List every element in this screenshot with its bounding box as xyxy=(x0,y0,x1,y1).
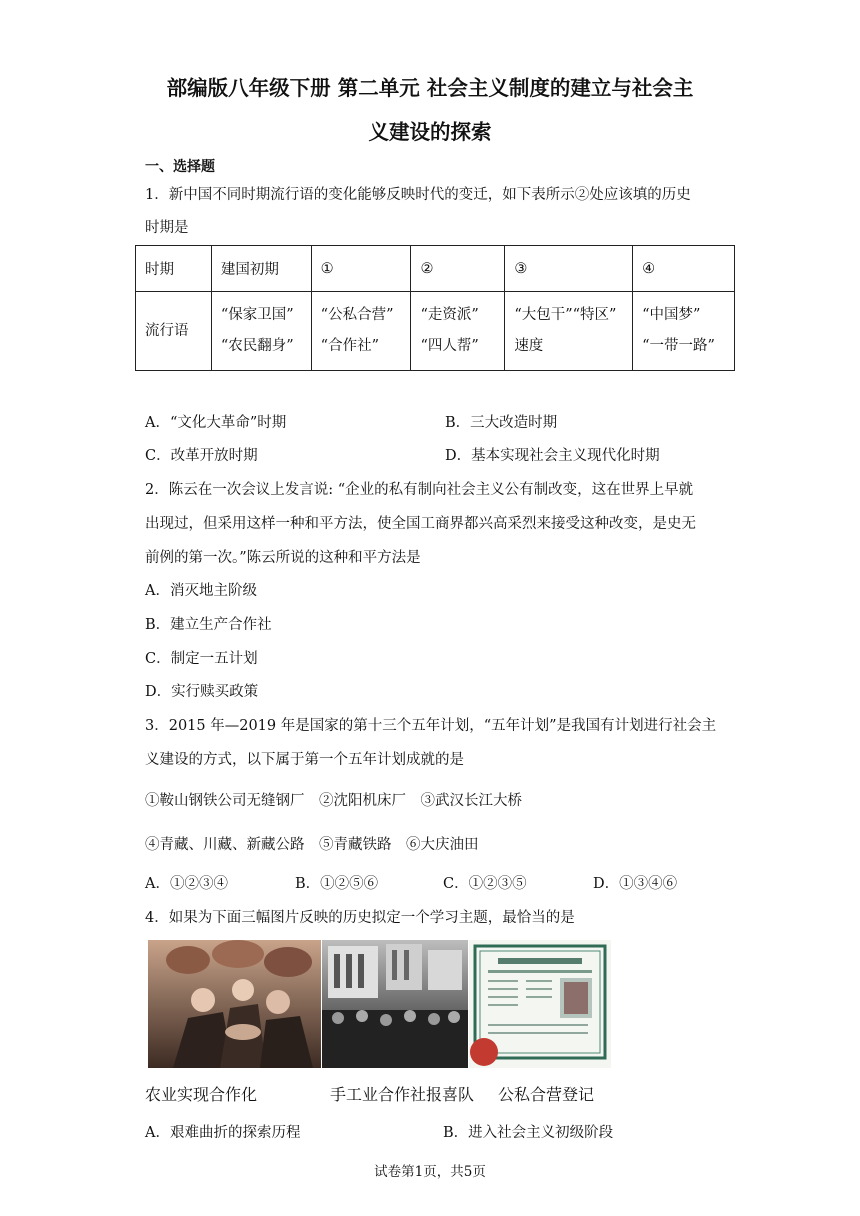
q1-option-b: B．三大改造时期 xyxy=(445,415,558,431)
q3-items-line1: ①鞍山钢铁公司无缝钢厂 ②沈阳机床厂 ③武汉长江大桥 xyxy=(145,793,522,809)
page-title-line1: 部编版八年级下册 第二单元 社会主义制度的建立与社会主 xyxy=(166,76,694,100)
q2-stem-line1: 2．陈云在一次会议上发言说: “企业的私有制向社会主义公有制改变，这在世界上早就 xyxy=(145,482,694,498)
table-cell: “大包干”“特区” 速度 xyxy=(505,292,633,371)
table-cell: “走资派” “四人帮” xyxy=(411,292,505,371)
caption-agriculture: 农业实现合作化 xyxy=(145,1085,258,1104)
caption-registration: 公私合营登记 xyxy=(498,1085,595,1104)
table-cell: 建国初期 xyxy=(211,246,311,292)
q2-option-c: C．制定一五计划 xyxy=(145,651,258,667)
q3-option-a: A．①②③④ xyxy=(145,876,228,892)
q2-stem-line3: 前例的第一次。”陈云所说的这种和平方法是 xyxy=(145,550,421,566)
section-heading: 一、选择题 xyxy=(145,159,215,175)
q3-option-b: B．①②⑤⑥ xyxy=(295,876,379,892)
table-header-row xyxy=(136,246,735,292)
table-cell: ② xyxy=(411,246,505,292)
caption-handicraft: 手工业合作社报喜队 xyxy=(330,1085,475,1104)
q1-stem-line2: 时期是 xyxy=(145,220,189,236)
table-cell: ③ xyxy=(505,246,633,292)
q2-option-a: A．消灭地主阶级 xyxy=(145,583,257,599)
page-footer: 试卷第1页，共5页 xyxy=(374,1164,486,1180)
q4-photo-strip xyxy=(148,940,611,1068)
q4-stem: 4．如果为下面三幅图片反映的历史拟定一个学习主题，最恰当的是 xyxy=(145,910,575,926)
q3-items-line2: ④青藏、川藏、新藏公路 ⑤青藏铁路 ⑥大庆油田 xyxy=(145,837,479,853)
q1-option-a: A．“文化大革命”时期 xyxy=(145,415,287,431)
table-cell: ④ xyxy=(633,246,735,292)
q3-option-c: C．①②③⑤ xyxy=(443,876,527,892)
q4-option-a: A．艰难曲折的探索历程 xyxy=(145,1125,301,1141)
q1-table xyxy=(135,245,735,371)
table-cell: “公私合营” “合作社” xyxy=(311,292,411,371)
q2-option-b: B．建立生产合作社 xyxy=(145,617,272,633)
page-title-line2: 义建设的探索 xyxy=(368,120,492,144)
q1-stem-line1: 1．新中国不同时期流行语的变化能够反映时代的变迁，如下表所示②处应该填的历史 xyxy=(145,187,691,203)
q3-option-d: D．①③④⑥ xyxy=(593,876,678,892)
table-cell: 流行语 xyxy=(136,292,212,371)
table-cell: 时期 xyxy=(136,246,212,292)
registration-certificate-photo xyxy=(469,940,611,1068)
q1-option-c: C．改革开放时期 xyxy=(145,448,258,464)
table-row xyxy=(136,292,735,371)
table-cell: “中国梦” “一带一路” xyxy=(633,292,735,371)
handicraft-parade-photo xyxy=(322,940,468,1068)
q2-option-d: D．实行赎买政策 xyxy=(145,684,259,700)
q3-stem-line2: 义建设的方式，以下属于第一个五年计划成就的是 xyxy=(145,752,464,768)
q3-stem-line1: 3．2015 年—2019 年是国家的第十三个五年计划，“五年计划”是我国有计划进行社会主 xyxy=(145,718,717,734)
q4-option-b: B．进入社会主义初级阶段 xyxy=(443,1125,614,1141)
q2-stem-line2: 出现过，但采用这样一种和平方法，使全国工商界都兴高采烈来接受这种改变，是史无 xyxy=(145,516,696,532)
table-cell: “保家卫国” “农民翻身” xyxy=(211,292,311,371)
q1-option-d: D．基本实现社会主义现代化时期 xyxy=(445,448,660,464)
farm-cooperative-photo xyxy=(148,940,321,1068)
table-cell: ① xyxy=(311,246,411,292)
